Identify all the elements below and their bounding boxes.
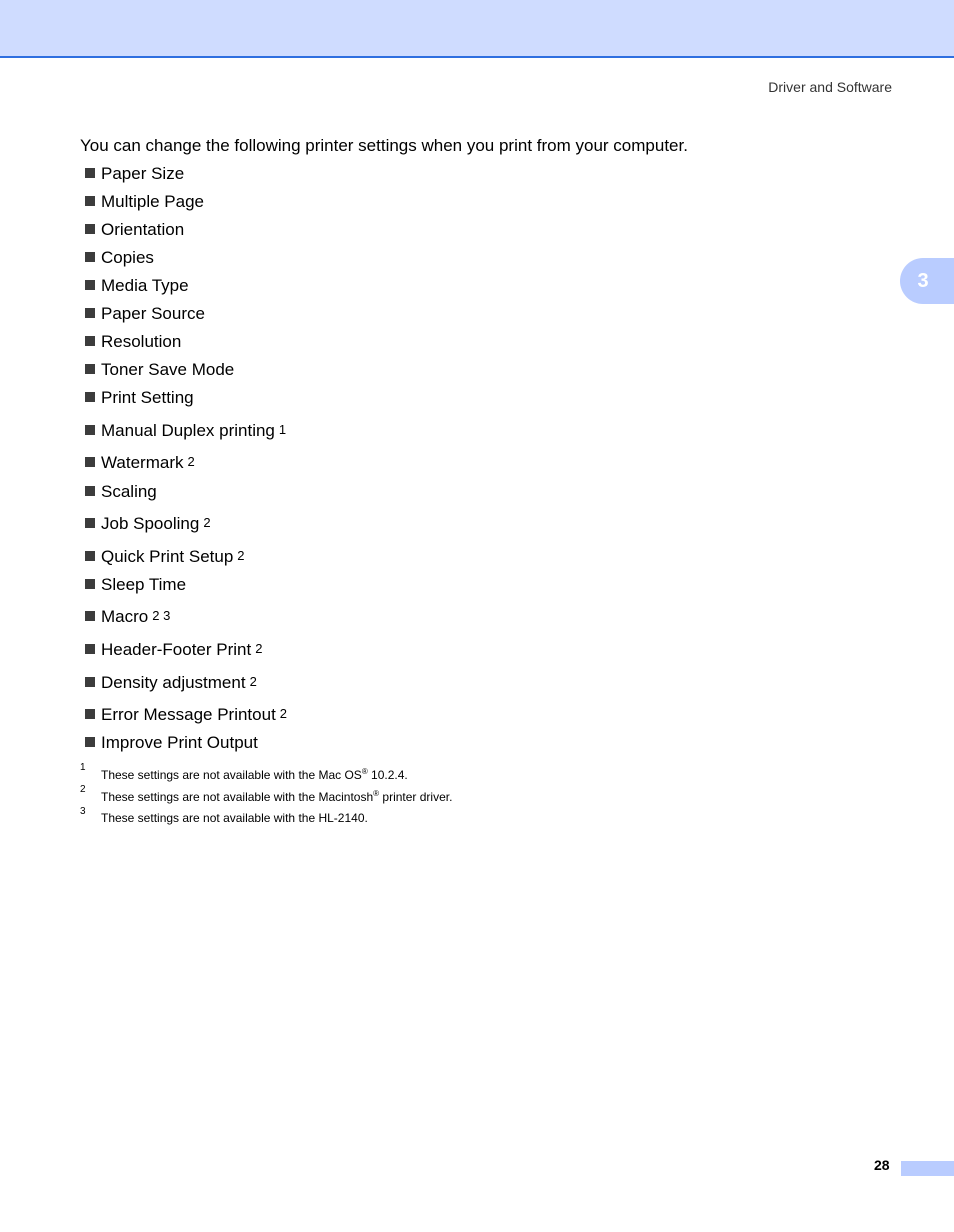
- list-item: Orientation: [85, 220, 184, 240]
- list-item: Print Setting: [85, 388, 194, 408]
- chapter-tab: 3: [900, 258, 954, 304]
- list-item: Macro $^{2 3}$: [85, 607, 170, 627]
- bullet-square-icon: [85, 308, 95, 318]
- list-item: Multiple Page: [85, 192, 204, 212]
- list-item: Media Type: [85, 276, 189, 296]
- bullet-square-icon: [85, 611, 95, 621]
- footnote-ref: 2 3: [152, 608, 171, 623]
- footnote-ref: 2: [203, 515, 211, 530]
- footnote-ref: 2: [279, 706, 288, 721]
- list-item: Paper Source: [85, 304, 205, 324]
- footnote-text: These settings are not available with the Mac OS® 10.2.4.: [101, 767, 408, 782]
- list-item: Copies: [85, 248, 154, 268]
- footnote-ref: 2: [187, 454, 195, 469]
- bullet-square-icon: [85, 551, 95, 561]
- footnote-text: These settings are not available with the Macintosh® printer driver.: [101, 789, 453, 804]
- list-item: Sleep Time: [85, 575, 186, 595]
- list-item: Improve Print Output: [85, 733, 258, 753]
- bullet-square-icon: [85, 336, 95, 346]
- footnote-number: 2: [80, 784, 86, 795]
- list-item: Error Message Printout $^2$: [85, 705, 287, 725]
- list-item: Quick Print Setup $^2$: [85, 547, 245, 567]
- registered-mark: ®: [361, 767, 368, 776]
- list-item: Watermark $^2$: [85, 453, 195, 473]
- bullet-square-icon: [85, 677, 95, 687]
- page-number-bar: [901, 1161, 954, 1176]
- bullet-square-icon: [85, 392, 95, 402]
- list-item: Paper Size: [85, 164, 184, 184]
- list-item: Resolution: [85, 332, 181, 352]
- list-item: Header-Footer Print $^2$: [85, 640, 262, 660]
- intro-paragraph: You can change the following printer settings when you print from your computer.: [80, 136, 688, 155]
- bullet-square-icon: [85, 425, 95, 435]
- footnote-ref: 1: [278, 422, 287, 437]
- list-item: Job Spooling $^2$: [85, 514, 211, 534]
- bullet-square-icon: [85, 579, 95, 589]
- bullet-square-icon: [85, 168, 95, 178]
- bullet-square-icon: [85, 224, 95, 234]
- bullet-square-icon: [85, 709, 95, 719]
- footnote-number: 3: [80, 806, 86, 817]
- top-color-band: [0, 0, 954, 58]
- bullet-square-icon: [85, 252, 95, 262]
- list-item: Toner Save Mode: [85, 360, 234, 380]
- footnote-ref: 2: [249, 674, 257, 689]
- bullet-square-icon: [85, 364, 95, 374]
- footnote-ref: 2: [237, 548, 245, 563]
- bullet-square-icon: [85, 518, 95, 528]
- bullet-square-icon: [85, 196, 95, 206]
- footnote-text: These settings are not available with the HL-2140.: [101, 811, 368, 825]
- running-header: Driver and Software: [768, 79, 892, 95]
- bullet-square-icon: [85, 737, 95, 747]
- list-item: Manual Duplex printing $^1$: [85, 421, 286, 441]
- bullet-square-icon: [85, 280, 95, 290]
- bullet-square-icon: [85, 644, 95, 654]
- list-item: Scaling: [85, 482, 157, 502]
- bullet-square-icon: [85, 486, 95, 496]
- footnote-number: 1: [80, 762, 86, 773]
- registered-mark: ®: [373, 789, 380, 798]
- footnote-ref: 2: [255, 641, 263, 656]
- bullet-square-icon: [85, 457, 95, 467]
- list-item: Density adjustment $^2$: [85, 673, 257, 693]
- page-number: 28: [874, 1157, 890, 1173]
